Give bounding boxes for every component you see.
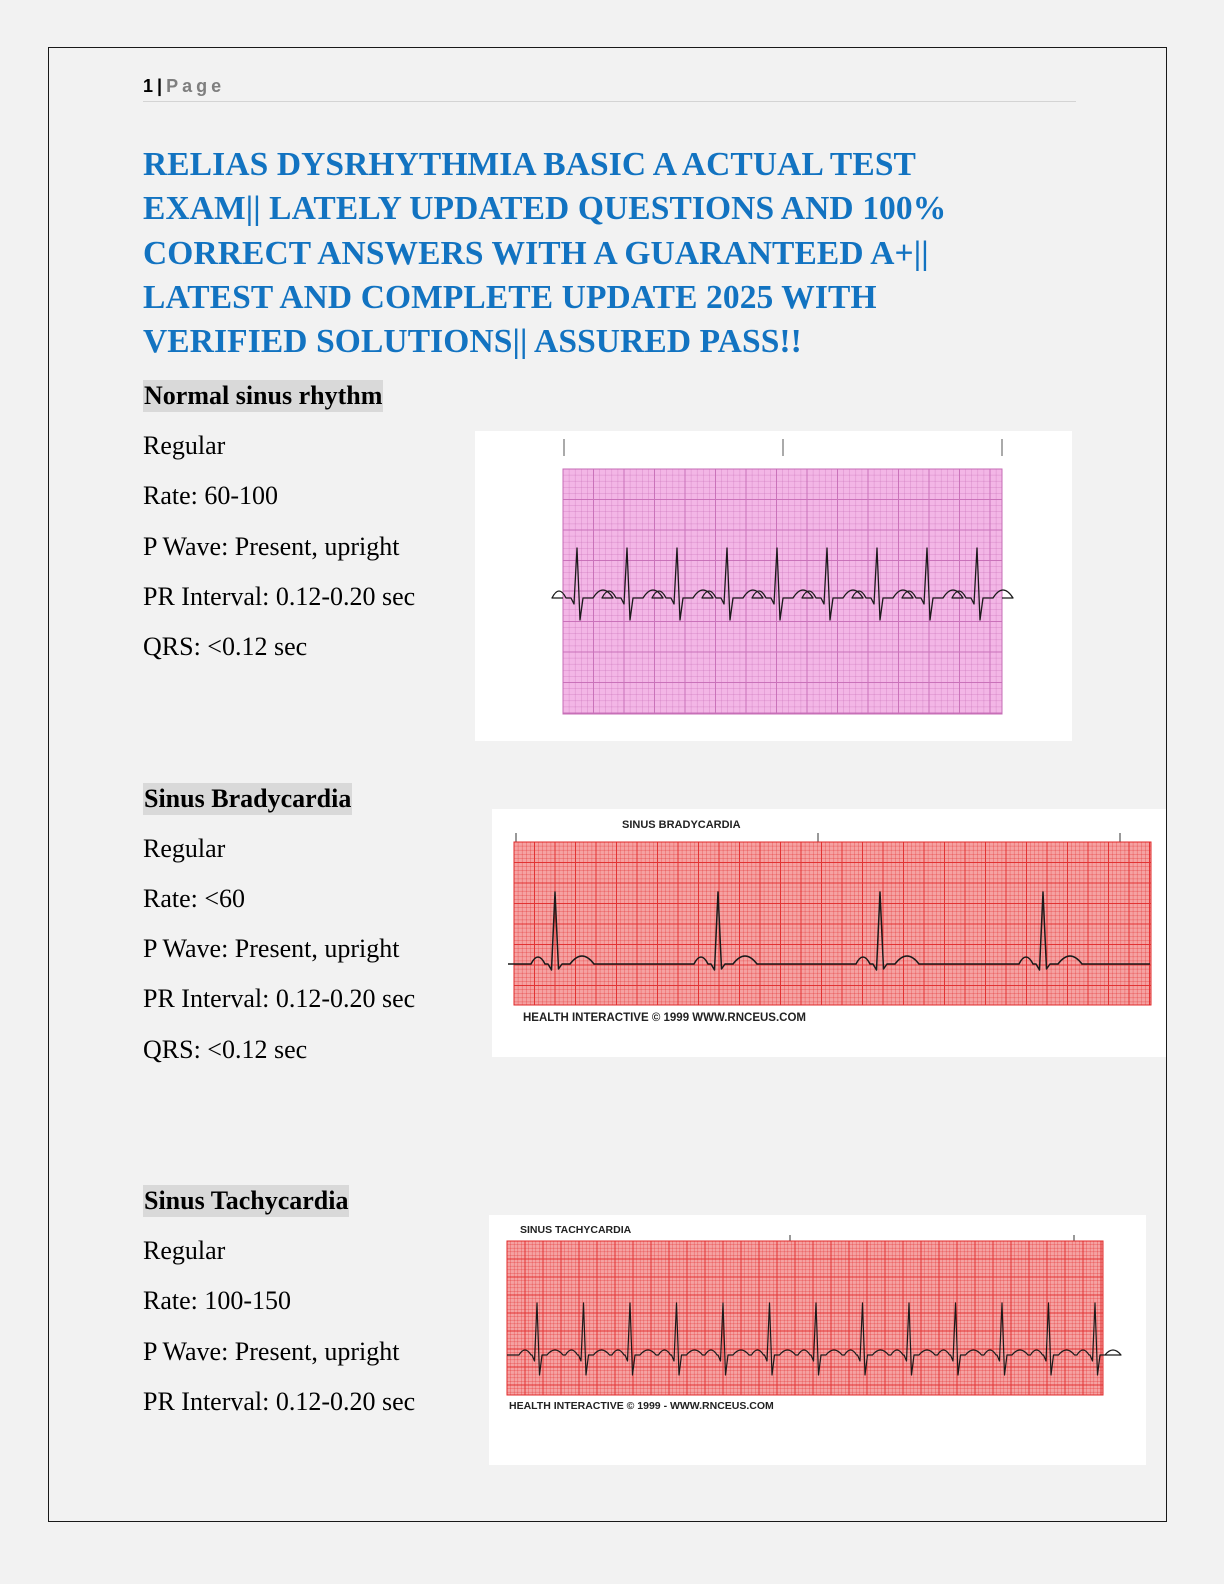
page-label: Page [166,76,226,96]
property-regularity: Regular [143,1236,226,1265]
section-heading-sinus-tachycardia: Sinus Tachycardia [144,1186,349,1215]
ecg-strip-sinus-tachycardia-svg [489,1215,1146,1465]
section-heading-sinus-bradycardia: Sinus Bradycardia [144,784,352,813]
title-line: EXAM|| LATELY UPDATED QUESTIONS AND 100% [143,190,947,228]
page-number: 1 [143,76,154,96]
property-rate: Rate: 60-100 [143,481,279,510]
ecg-strip-normal-sinus-rhythm-svg [475,431,1072,741]
property-regularity: Regular [143,834,226,863]
title-line: LATEST AND COMPLETE UPDATE 2025 WITH [143,278,877,316]
property-rate: Rate: 100-150 [143,1286,292,1315]
ecg-strip-normal-sinus-rhythm [475,431,1072,741]
title-line: VERIFIED SOLUTIONS|| ASSURED PASS!! [143,323,802,361]
property-qrs: QRS: <0.12 sec [143,632,308,661]
property-pr-interval: PR Interval: 0.12-0.20 sec [143,1387,416,1416]
strip-title: SINUS BRADYCARDIA [622,819,741,831]
ecg-strip-sinus-bradycardia [492,809,1166,1057]
ecg-strip-sinus-tachycardia [489,1215,1146,1465]
property-pr-interval: PR Interval: 0.12-0.20 sec [143,582,416,611]
property-rate: Rate: <60 [143,884,246,913]
document-title [143,143,1103,364]
page-header [143,73,1076,102]
property-p-wave: P Wave: Present, upright [143,934,400,963]
property-regularity: Regular [143,431,226,460]
ecg-grid-background [507,1241,1103,1395]
title-line: CORRECT ANSWERS WITH A GUARANTEED A+|| [143,234,929,272]
strip-title: SINUS TACHYCARDIA [520,1224,632,1236]
property-p-wave: P Wave: Present, upright [143,532,400,561]
strip-credit: HEALTH INTERACTIVE © 1999 - WWW.RNCEUS.COM [509,1400,774,1412]
page-separator: | [157,76,163,96]
property-p-wave: P Wave: Present, upright [143,1337,400,1366]
strip-credit: HEALTH INTERACTIVE © 1999 WWW.RNCEUS.COM [523,1012,806,1024]
property-qrs: QRS: <0.12 sec [143,1035,308,1064]
section-heading-normal-sinus-rhythm: Normal sinus rhythm [144,381,383,410]
title-line: RELIAS DYSRHYTHMIA BASIC A ACTUAL TEST [143,146,916,183]
property-pr-interval: PR Interval: 0.12-0.20 sec [143,984,416,1013]
